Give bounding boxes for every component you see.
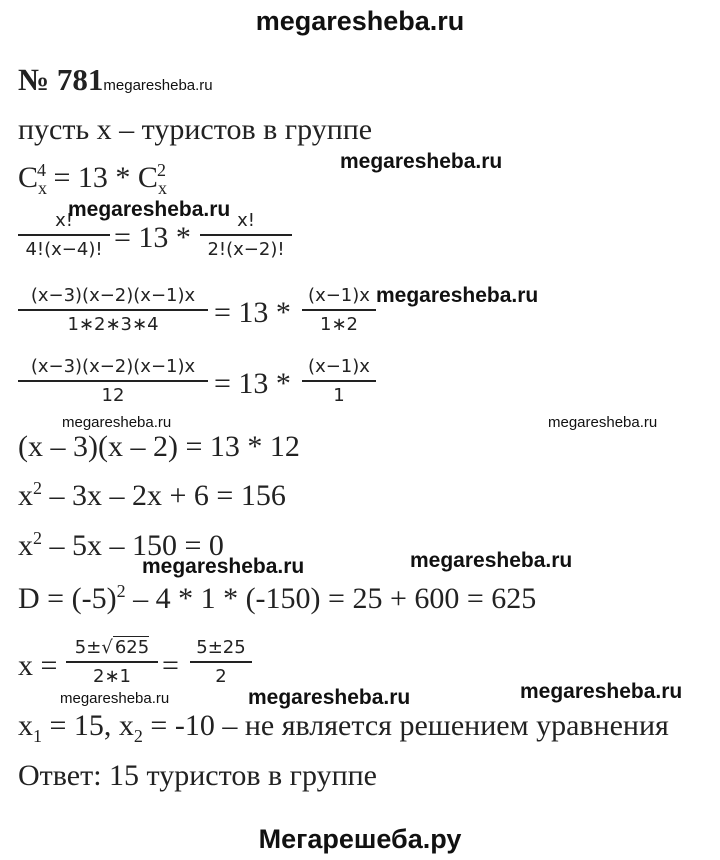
eq-sup: 2 — [33, 528, 42, 548]
fraction-denominator: 4!(x−4)! — [25, 239, 103, 260]
fraction — [18, 356, 208, 406]
watermark: megaresheba.ru — [60, 690, 170, 707]
fraction-bar — [18, 309, 208, 311]
sqrt-value: 625 — [114, 637, 150, 658]
roots-part: = -10 – не является решением уравнения — [142, 709, 669, 742]
fraction-numerator: x! — [237, 210, 255, 231]
let-statement: пусть x – туристов в группе — [18, 113, 373, 146]
watermark: megaresheba.ru — [248, 686, 411, 709]
watermark: megaresheba.ru — [142, 555, 305, 578]
combination-equation — [18, 160, 167, 198]
eq-part: x — [18, 529, 33, 562]
fraction-bar — [18, 234, 110, 236]
fraction — [18, 285, 208, 335]
eq-part: – 5x – 150 = 0 — [42, 529, 224, 562]
fraction-denominator: 2 — [215, 666, 227, 687]
sqrt-symbol: √ — [101, 637, 113, 658]
fraction-numerator — [66, 637, 158, 658]
watermark: megaresheba.ru — [68, 198, 231, 221]
fraction-bar — [66, 661, 158, 663]
fraction-numerator: (x−1)x — [308, 356, 370, 377]
equals-sign: = — [162, 649, 179, 682]
watermark: megaresheba.ru — [340, 150, 503, 173]
eq-part: x — [18, 479, 33, 512]
fraction — [302, 285, 376, 335]
fraction-denominator: 1∗2∗3∗4 — [67, 314, 159, 335]
watermark: megaresheba.ru — [410, 549, 573, 572]
watermark: megaresheba.ru — [548, 414, 658, 431]
watermark: megaresheba.ru — [520, 680, 683, 703]
roots-sub: 1 — [33, 726, 42, 746]
fraction-denominator: 12 — [101, 385, 125, 406]
c-symbol: C — [18, 161, 39, 194]
c-sup: 4 — [37, 160, 47, 180]
c-sub-2: x — [157, 178, 167, 198]
roots-part: = 15, x — [42, 709, 134, 742]
disc-sup: 2 — [116, 581, 126, 601]
fraction-bar — [18, 380, 208, 382]
fraction — [302, 356, 376, 406]
discriminant — [18, 583, 536, 615]
fraction-bar — [190, 661, 252, 663]
fraction-bar — [200, 234, 292, 236]
fraction-bar — [302, 309, 376, 311]
answer: Ответ: 15 туристов в группе — [18, 759, 377, 792]
root-num: 5± — [74, 637, 102, 658]
watermark: megaresheba.ru — [376, 284, 539, 307]
fraction-denominator: 1 — [333, 385, 345, 406]
fraction-bar — [302, 380, 376, 382]
equals-13: = 13 * — [214, 296, 291, 329]
problem-number: № 781 — [18, 62, 104, 97]
fraction-numerator: (x−3)(x−2)(x−1)x — [30, 285, 196, 306]
site-footer: Мегарешеба.ру — [258, 824, 462, 854]
site-header: megaresheba.ru — [255, 6, 465, 36]
c-sup-2: 2 — [156, 160, 166, 180]
eq-sup: 2 — [33, 478, 42, 498]
watermark: megaresheba.ru — [103, 77, 213, 94]
roots-result — [18, 709, 669, 746]
c-sub: x — [38, 178, 48, 198]
disc-part: – 4 * 1 * (-150) = 25 + 600 = 625 — [125, 582, 537, 615]
equation-product: (x – 3)(x – 2) = 13 * 12 — [18, 430, 300, 463]
x-equals: x = — [18, 649, 58, 682]
disc-part: D = (-5) — [18, 582, 117, 615]
equals-13: = 13 * — [214, 367, 291, 400]
fraction-numerator: 5±25 — [196, 637, 246, 658]
watermark: megaresheba.ru — [62, 414, 172, 431]
eq-part: – 3x – 2x + 6 = 156 — [42, 479, 286, 512]
fraction-numerator: x! — [55, 210, 73, 231]
roots-part: x — [18, 709, 33, 742]
equals-13: = 13 * — [114, 221, 191, 254]
fraction-denominator: 1∗2 — [320, 314, 358, 335]
equation-expanded — [18, 480, 286, 512]
fraction — [190, 637, 252, 687]
problem-title — [18, 62, 213, 98]
roots-sub: 2 — [133, 726, 143, 746]
c-eq-text: = 13 * C — [46, 161, 158, 194]
fraction-numerator: (x−1)x — [308, 285, 370, 306]
fraction-denominator: 2∗1 — [93, 666, 131, 687]
fraction-denominator: 2!(x−2)! — [207, 239, 285, 260]
fraction — [66, 637, 158, 687]
fraction-numerator: (x−3)(x−2)(x−1)x — [30, 356, 196, 377]
